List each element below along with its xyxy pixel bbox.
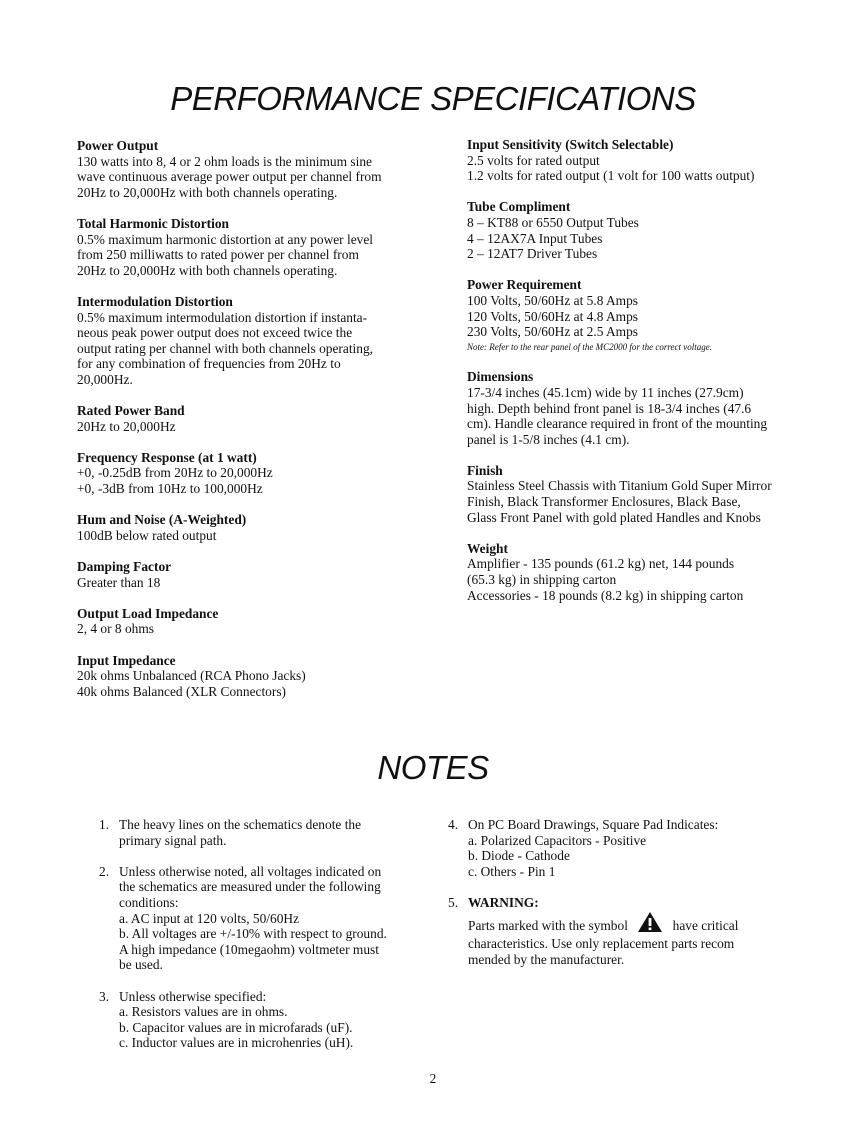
warning-text-continued: have critical	[672, 917, 739, 933]
spec-block	[77, 294, 417, 388]
page-title: PERFORMANCE SPECIFICATIONS	[170, 80, 696, 117]
spec-line: +0, -3dB from 10Hz to 100,000Hz	[77, 481, 263, 497]
note-line: The heavy lines on the schematics denote the	[119, 817, 362, 832]
spec-line: Finish, Black Transformer Enclosures, Black Base,	[467, 494, 741, 510]
spec-line: for any combination of frequencies from 20Hz to	[77, 356, 341, 372]
spec-heading: Rated Power Band	[77, 403, 185, 419]
spec-line: (65.3 kg) in shipping carton	[467, 572, 617, 588]
note-number: 5.	[448, 894, 459, 910]
note-line: primary signal path.	[119, 832, 227, 848]
note-line: a. Polarized Capacitors - Positive	[468, 832, 647, 848]
spec-line: 20Hz to 20,000Hz with both channels operating.	[77, 184, 338, 200]
spec-line: 8 – KT88 or 6550 Output Tubes	[467, 214, 639, 230]
spec-block	[77, 450, 417, 497]
spec-heading: Damping Factor	[77, 559, 172, 575]
spec-block	[77, 138, 417, 200]
spec-heading: Power Requirement	[467, 277, 582, 293]
note-item-warning	[448, 895, 778, 967]
spec-line: 20,000Hz.	[77, 371, 133, 387]
note-line: the schematics are measured under the following	[119, 879, 381, 895]
spec-block	[467, 463, 807, 525]
spec-line: 1.2 volts for rated output (1 volt for 100 watts output)	[467, 168, 755, 184]
spec-line: 230 Volts, 50/60Hz at 2.5 Amps	[467, 324, 638, 340]
spec-line: 0.5% maximum harmonic distortion at any power level	[77, 231, 374, 247]
notes-title: NOTES	[377, 749, 489, 786]
note-item	[99, 989, 419, 1051]
note-line: On PC Board Drawings, Square Pad Indicates:	[468, 817, 719, 832]
spec-line: 130 watts into 8, 4 or 2 ohm loads is the minimum sine	[77, 153, 372, 169]
spec-line: Amplifier - 135 pounds (61.2 kg) net, 144 pounds	[467, 556, 735, 572]
spec-block	[77, 216, 417, 278]
notes-right-column	[448, 817, 778, 983]
note-number: 4.	[448, 817, 459, 832]
spec-line: 2, 4 or 8 ohms	[77, 621, 154, 637]
spec-block	[77, 512, 417, 543]
spec-block	[77, 653, 417, 700]
spec-heading: Input Sensitivity (Switch Selectable)	[467, 137, 674, 152]
note-item	[99, 817, 419, 848]
spec-block	[467, 277, 807, 353]
specs-right-column	[467, 137, 807, 619]
spec-block	[467, 137, 807, 184]
warning-heading: WARNING:	[468, 894, 539, 910]
warning-line: mended by the manufacturer.	[468, 951, 625, 967]
spec-line: 4 – 12AX7A Input Tubes	[467, 230, 603, 246]
spec-line: Glass Front Panel with gold plated Handles and Knobs	[467, 509, 761, 525]
spec-line: 120 Volts, 50/60Hz at 4.8 Amps	[467, 308, 638, 324]
note-item	[99, 864, 419, 973]
spec-line: Greater than 18	[77, 574, 161, 590]
note-line: b. All voltages are +/-10% with respect to ground.	[119, 926, 387, 942]
spec-block	[467, 541, 807, 603]
spec-line: 20Hz to 20,000Hz	[77, 418, 176, 434]
spec-heading: Intermodulation Distortion	[77, 293, 233, 309]
spec-heading: Finish	[467, 462, 503, 478]
spec-line: high. Depth behind front panel is 18-3/4 inches (47.6	[467, 400, 752, 416]
spec-line: 100 Volts, 50/60Hz at 5.8 Amps	[467, 292, 638, 308]
spec-line: +0, -0.25dB from 20Hz to 20,000Hz	[77, 465, 273, 481]
warning-triangle-icon	[637, 911, 663, 937]
note-line: A high impedance (10megaohm) voltmeter must	[119, 941, 379, 957]
note-line: a. Resistors values are in ohms.	[119, 1004, 288, 1020]
spec-line: output rating per channel with both channels operating,	[77, 340, 373, 356]
note-line: b. Diode - Cathode	[468, 848, 570, 864]
spec-line: 20k ohms Unbalanced (RCA Phono Jacks)	[77, 668, 306, 684]
note-line: Unless otherwise noted, all voltages indicated on	[119, 863, 382, 879]
note-number: 1.	[99, 817, 110, 832]
spec-line: neous peak power output does not exceed twice the	[77, 325, 353, 341]
note-line: a. AC input at 120 volts, 50/60Hz	[119, 910, 300, 926]
warning-text: Parts marked with the symbol	[468, 917, 628, 933]
spec-block	[77, 559, 417, 590]
note-line: b. Capacitor values are in microfarads (uF).	[119, 1019, 353, 1035]
spec-line: 17-3/4 inches (45.1cm) wide by 11 inches (27.9cm)	[467, 384, 744, 400]
spec-heading: Total Harmonic Distortion	[77, 215, 230, 231]
spec-note: Note: Refer to the rear panel of the MC2000 for the correct voltage.	[467, 341, 713, 352]
note-number: 2.	[99, 863, 110, 879]
spec-heading: Weight	[467, 540, 508, 556]
spec-line: 20Hz to 20,000Hz with both channels operating.	[77, 262, 338, 278]
spec-block	[77, 403, 417, 434]
spec-line: Accessories - 18 pounds (8.2 kg) in shipping carton	[467, 587, 744, 603]
spec-line: 100dB below rated output	[77, 527, 217, 543]
spec-line: wave continuous average power output per channel from	[77, 169, 382, 185]
note-line: Unless otherwise specified:	[119, 988, 267, 1004]
spec-block	[77, 606, 417, 637]
spec-heading: Frequency Response (at 1 watt)	[77, 449, 257, 465]
note-line: be used.	[119, 957, 163, 973]
spec-line: 0.5% maximum intermodulation distortion if instanta-	[77, 309, 368, 325]
note-line: c. Inductor values are in microhenries (uH).	[119, 1035, 354, 1051]
notes-left-column	[99, 817, 419, 1067]
spec-line: Stainless Steel Chassis with Titanium Gold Super Mirror	[467, 478, 772, 494]
page-number: 2	[429, 1071, 437, 1086]
spec-line: cm). Handle clearance required in front of the mounting	[467, 416, 768, 432]
warning-line: characteristics. Use only replacement parts recom	[468, 936, 735, 952]
spec-block	[467, 199, 807, 261]
specs-left-column	[77, 138, 417, 715]
spec-heading: Input Impedance	[77, 652, 176, 668]
note-line: conditions:	[119, 894, 179, 910]
spec-heading: Hum and Noise (A-Weighted)	[77, 512, 247, 528]
spec-line: from 250 milliwatts to rated power per channel from	[77, 247, 359, 263]
spec-heading: Dimensions	[467, 369, 534, 385]
spec-line: 2.5 volts for rated output	[467, 152, 600, 168]
spec-line: 40k ohms Balanced (XLR Connectors)	[77, 683, 286, 699]
spec-block	[467, 369, 807, 447]
note-line: c. Others - Pin 1	[468, 863, 556, 879]
note-number: 3.	[99, 988, 110, 1004]
note-item	[448, 817, 778, 879]
spec-heading: Tube Compliment	[467, 199, 571, 215]
spec-heading: Output Load Impedance	[77, 605, 219, 621]
spec-line: panel is 1-5/8 inches (4.1 cm).	[467, 431, 630, 447]
spec-heading: Power Output	[77, 138, 159, 153]
spec-line: 2 – 12AT7 Driver Tubes	[467, 246, 598, 262]
